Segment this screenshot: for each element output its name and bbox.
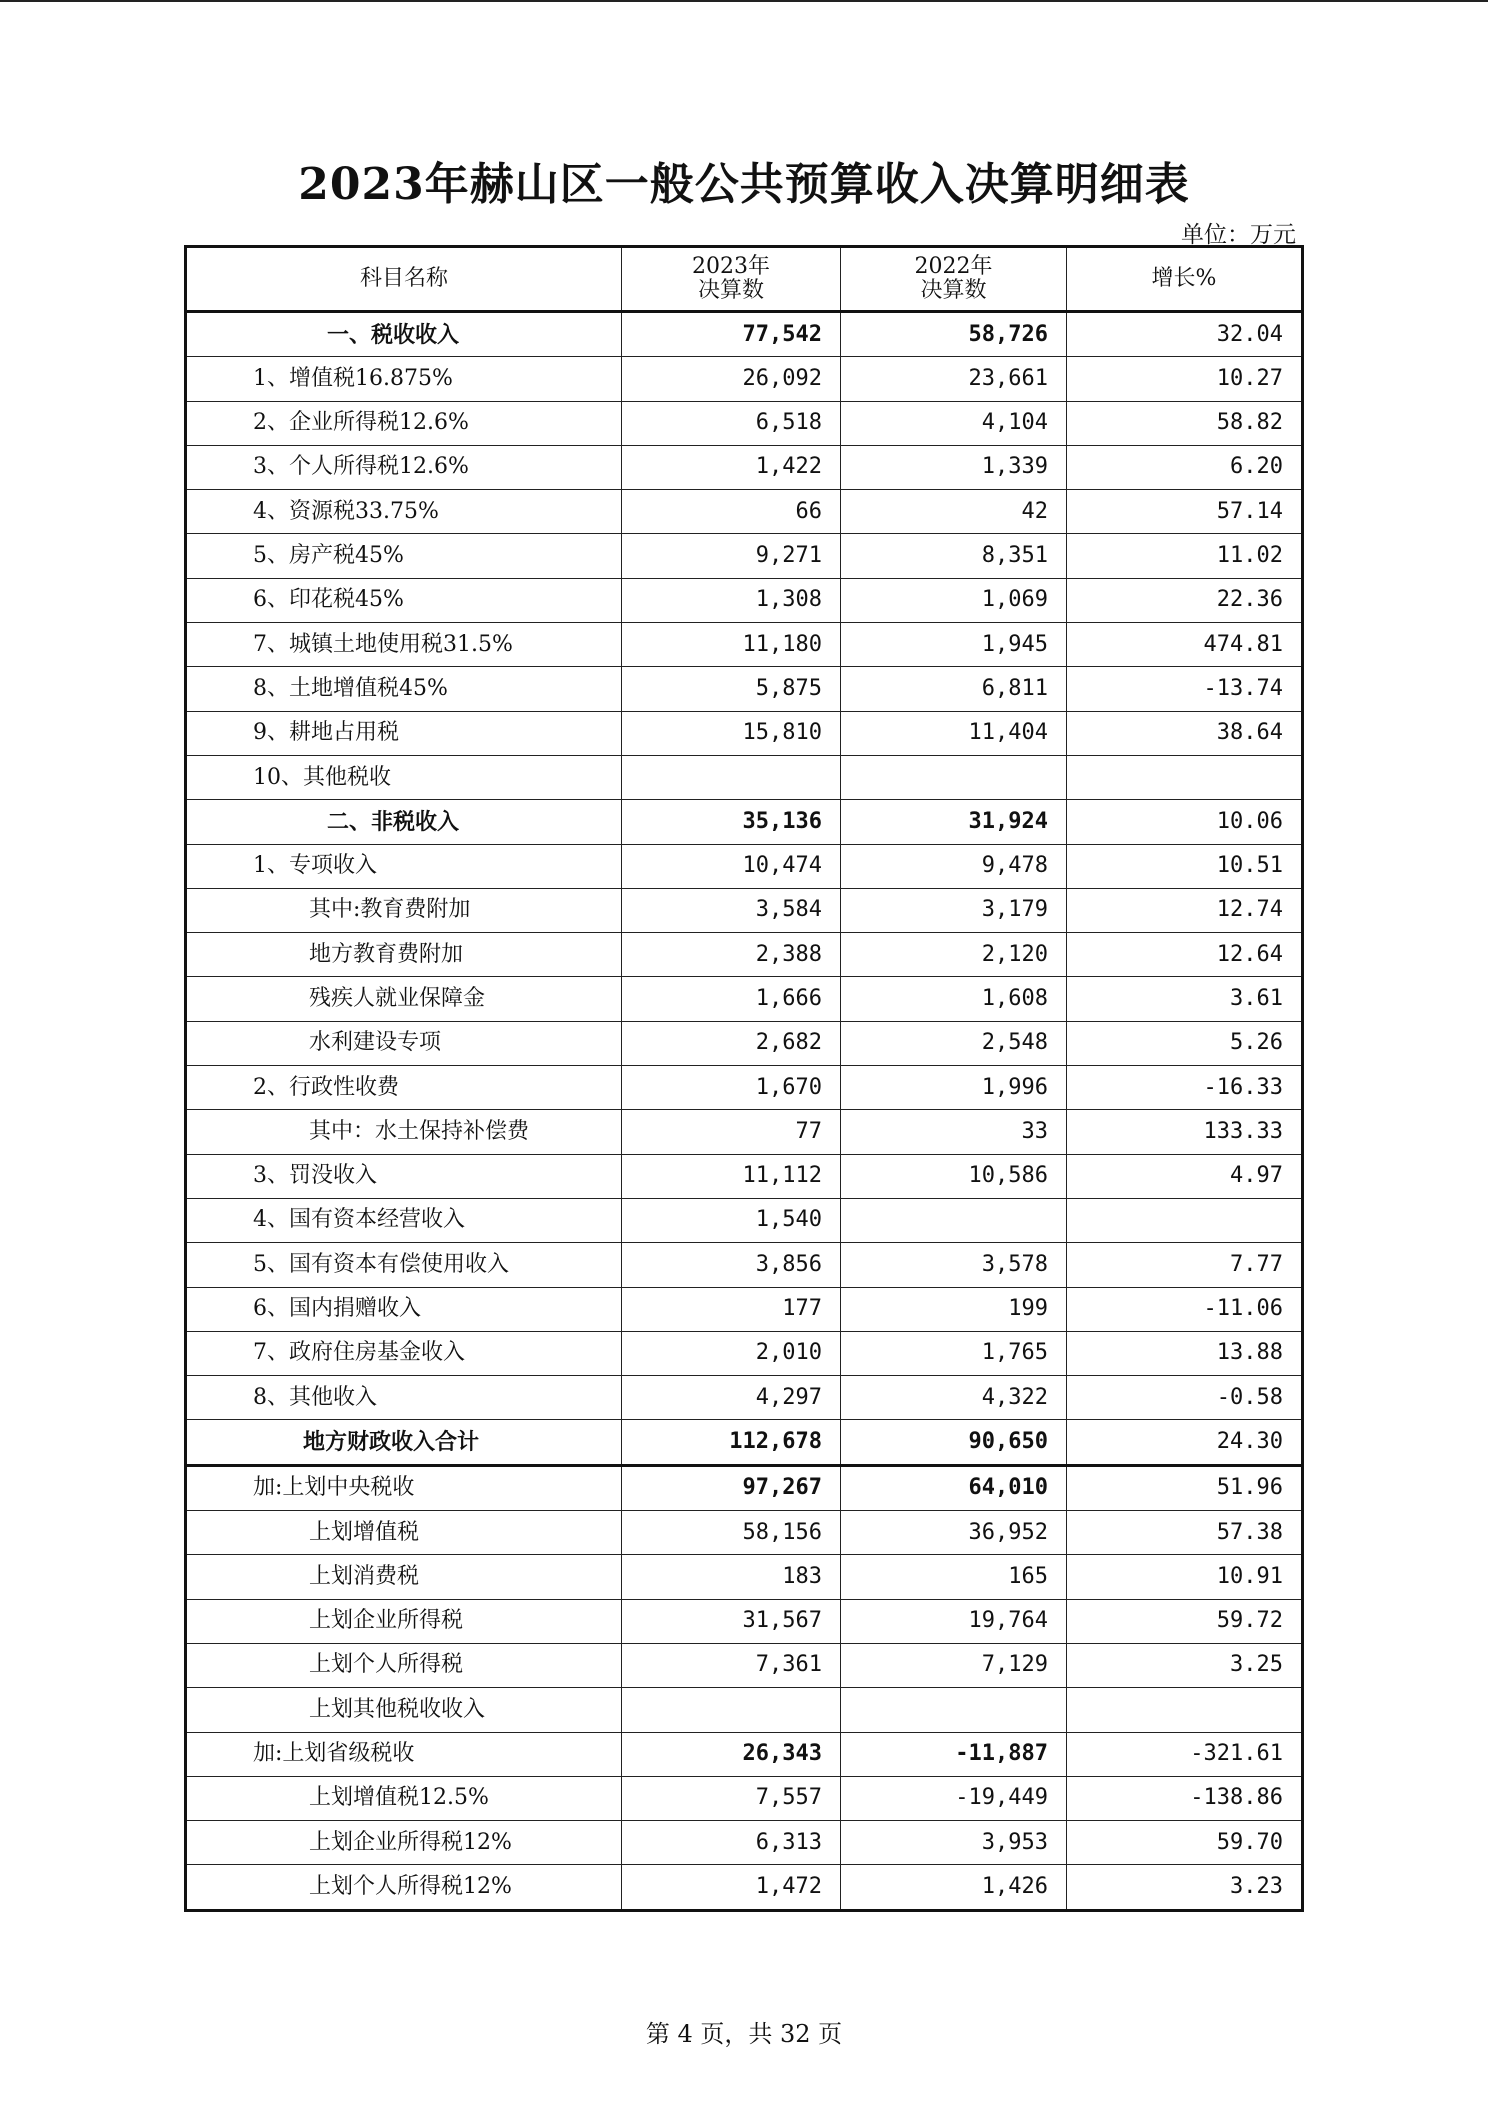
table-row [186, 1420, 1303, 1465]
row-name-cell: 1、专项收入 [186, 844, 622, 888]
row-growth-cell: 22.36 [1067, 578, 1303, 622]
unit-label: 单位：万元 [1181, 222, 1296, 248]
row-2022-cell: 1,996 [841, 1066, 1067, 1110]
table-row [186, 667, 1303, 711]
row-2022-cell: 199 [841, 1287, 1067, 1331]
row-2023-cell: 1,422 [622, 445, 841, 489]
row-name-cell: 3、个人所得税12.6% [186, 445, 622, 489]
table-row [186, 977, 1303, 1021]
page-title: 2023年赫山区一般公共预算收入决算明细表 [298, 159, 1190, 210]
table-row [186, 711, 1303, 755]
row-name-cell: 5、房产税45% [186, 534, 622, 578]
table-row [186, 578, 1303, 622]
row-growth-cell [1067, 1688, 1303, 1732]
table-row [186, 1376, 1303, 1420]
row-2022-cell: 1,069 [841, 578, 1067, 622]
row-name-cell: 加:上划中央税收 [186, 1465, 622, 1510]
row-name-cell: 6、印花税45% [186, 578, 622, 622]
row-2023-cell: 1,666 [622, 977, 841, 1021]
row-2022-cell: 1,608 [841, 977, 1067, 1021]
row-2023-cell: 58,156 [622, 1511, 841, 1555]
header-2022 [841, 247, 1067, 312]
row-2023-cell: 1,670 [622, 1066, 841, 1110]
table-row [186, 1511, 1303, 1555]
row-name-cell: 加:上划省级税收 [186, 1732, 622, 1776]
row-2023-cell: 6,518 [622, 401, 841, 445]
row-2023-cell: 4,297 [622, 1376, 841, 1420]
row-2022-cell: 31,924 [841, 800, 1067, 844]
row-growth-cell: 13.88 [1067, 1331, 1303, 1375]
header-name: 科目名称 [186, 247, 622, 312]
table-row [186, 1021, 1303, 1065]
row-2023-cell: 3,856 [622, 1243, 841, 1287]
table-row [186, 1555, 1303, 1599]
header-2023-label: 决算数 [697, 278, 764, 303]
table-row [186, 1198, 1303, 1242]
row-name-cell: 其中:教育费附加 [186, 888, 622, 932]
table-row [186, 1287, 1303, 1331]
row-2022-cell: 3,953 [841, 1821, 1067, 1865]
row-name-cell: 上划其他税收收入 [186, 1688, 622, 1732]
row-growth-cell: 57.14 [1067, 490, 1303, 534]
row-2022-cell: 2,120 [841, 933, 1067, 977]
table-row [186, 1331, 1303, 1375]
row-name-cell: 2、行政性收费 [186, 1066, 622, 1110]
row-2022-cell: 1,765 [841, 1331, 1067, 1375]
row-2023-cell: 6,313 [622, 1821, 841, 1865]
table-row [186, 1732, 1303, 1776]
row-2023-cell: 1,540 [622, 1198, 841, 1242]
table-row [186, 490, 1303, 534]
row-2022-cell: -19,449 [841, 1776, 1067, 1820]
row-2022-cell: 10,586 [841, 1154, 1067, 1198]
row-2022-cell: 42 [841, 490, 1067, 534]
row-2023-cell: 31,567 [622, 1599, 841, 1643]
table-row [186, 357, 1303, 401]
table-row [186, 1465, 1303, 1510]
row-growth-cell: 24.30 [1067, 1420, 1303, 1465]
row-2022-cell: 36,952 [841, 1511, 1067, 1555]
row-2022-cell: 11,404 [841, 711, 1067, 755]
row-2023-cell: 77 [622, 1110, 841, 1154]
row-name-cell: 残疾人就业保障金 [186, 977, 622, 1021]
table-row [186, 888, 1303, 932]
header-2023-year: 2023年 [692, 253, 770, 279]
row-2023-cell: 112,678 [622, 1420, 841, 1465]
row-name-cell: 上划消费税 [186, 1555, 622, 1599]
row-2023-cell [622, 755, 841, 799]
table-row [186, 755, 1303, 799]
row-2023-cell [622, 1688, 841, 1732]
header-2022-label: 决算数 [920, 278, 987, 303]
row-name-cell: 6、国内捐赠收入 [186, 1287, 622, 1331]
table-row [186, 933, 1303, 977]
row-growth-cell [1067, 1198, 1303, 1242]
row-2022-cell: 19,764 [841, 1599, 1067, 1643]
row-2022-cell: 1,945 [841, 623, 1067, 667]
row-name-cell: 上划企业所得税 [186, 1599, 622, 1643]
row-2022-cell: 3,578 [841, 1243, 1067, 1287]
row-growth-cell: 12.64 [1067, 933, 1303, 977]
row-growth-cell: 38.64 [1067, 711, 1303, 755]
table-row [186, 1821, 1303, 1865]
row-2023-cell: 2,388 [622, 933, 841, 977]
row-growth-cell: 6.20 [1067, 445, 1303, 489]
table-row [186, 623, 1303, 667]
row-growth-cell: 10.27 [1067, 357, 1303, 401]
row-name-cell: 5、国有资本有偿使用收入 [186, 1243, 622, 1287]
header-2023 [622, 247, 841, 312]
row-2022-cell: 33 [841, 1110, 1067, 1154]
row-2023-cell: 177 [622, 1287, 841, 1331]
row-2022-cell: 58,726 [841, 312, 1067, 357]
table-row [186, 534, 1303, 578]
row-2023-cell: 9,271 [622, 534, 841, 578]
row-2022-cell [841, 1688, 1067, 1732]
row-2023-cell: 2,010 [622, 1331, 841, 1375]
row-2023-cell: 1,308 [622, 578, 841, 622]
row-name-cell: 上划增值税12.5% [186, 1776, 622, 1820]
budget-table [184, 245, 1304, 1912]
row-2023-cell: 77,542 [622, 312, 841, 357]
row-2023-cell: 10,474 [622, 844, 841, 888]
row-growth-cell: 10.51 [1067, 844, 1303, 888]
row-2023-cell: 183 [622, 1555, 841, 1599]
row-2022-cell: 8,351 [841, 534, 1067, 578]
row-growth-cell: -11.06 [1067, 1287, 1303, 1331]
row-growth-cell: -16.33 [1067, 1066, 1303, 1110]
row-2022-cell: -11,887 [841, 1732, 1067, 1776]
row-2022-cell: 90,650 [841, 1420, 1067, 1465]
table-header-row [186, 247, 1303, 312]
table-row [186, 1776, 1303, 1820]
row-growth-cell: 59.70 [1067, 1821, 1303, 1865]
row-2023-cell: 11,180 [622, 623, 841, 667]
table-row [186, 1243, 1303, 1287]
row-name-cell: 上划企业所得税12% [186, 1821, 622, 1865]
row-growth-cell: 5.26 [1067, 1021, 1303, 1065]
table-body [186, 312, 1303, 1911]
row-growth-cell: 59.72 [1067, 1599, 1303, 1643]
row-name-cell: 9、耕地占用税 [186, 711, 622, 755]
table-row [186, 1066, 1303, 1110]
row-2022-cell: 9,478 [841, 844, 1067, 888]
table-row [186, 1110, 1303, 1154]
table-row [186, 1643, 1303, 1687]
row-growth-cell: 4.97 [1067, 1154, 1303, 1198]
table-row [186, 1865, 1303, 1910]
row-growth-cell: -138.86 [1067, 1776, 1303, 1820]
row-growth-cell: 10.91 [1067, 1555, 1303, 1599]
row-2023-cell: 35,136 [622, 800, 841, 844]
row-growth-cell [1067, 755, 1303, 799]
row-name-cell: 地方教育费附加 [186, 933, 622, 977]
row-growth-cell: 32.04 [1067, 312, 1303, 357]
row-2022-cell: 6,811 [841, 667, 1067, 711]
row-name-cell: 其中：水土保持补偿费 [186, 1110, 622, 1154]
table-row [186, 1154, 1303, 1198]
row-growth-cell: -321.61 [1067, 1732, 1303, 1776]
table-row [186, 401, 1303, 445]
row-growth-cell: -0.58 [1067, 1376, 1303, 1420]
row-2023-cell: 5,875 [622, 667, 841, 711]
row-name-cell: 7、政府住房基金收入 [186, 1331, 622, 1375]
row-2023-cell: 2,682 [622, 1021, 841, 1065]
row-name-cell: 上划个人所得税12% [186, 1865, 622, 1910]
row-2022-cell: 4,104 [841, 401, 1067, 445]
row-2022-cell: 3,179 [841, 888, 1067, 932]
row-growth-cell: 3.23 [1067, 1865, 1303, 1910]
row-name-cell: 3、罚没收入 [186, 1154, 622, 1198]
row-growth-cell: 11.02 [1067, 534, 1303, 578]
table-row [186, 1688, 1303, 1732]
row-growth-cell: 474.81 [1067, 623, 1303, 667]
row-2023-cell: 7,361 [622, 1643, 841, 1687]
row-2022-cell: 4,322 [841, 1376, 1067, 1420]
row-name-cell: 1、增值税16.875% [186, 357, 622, 401]
row-2022-cell: 1,426 [841, 1865, 1067, 1910]
row-name-cell: 10、其他税收 [186, 755, 622, 799]
row-2023-cell: 11,112 [622, 1154, 841, 1198]
row-2023-cell: 26,343 [622, 1732, 841, 1776]
row-growth-cell: 7.77 [1067, 1243, 1303, 1287]
row-growth-cell: 3.61 [1067, 977, 1303, 1021]
page-top-border [0, 0, 1488, 2]
row-2022-cell: 2,548 [841, 1021, 1067, 1065]
row-name-cell: 二、非税收入 [186, 800, 622, 844]
page-footer: 第 4 页，共 32 页 [645, 2020, 843, 2048]
row-growth-cell: 12.74 [1067, 888, 1303, 932]
row-growth-cell: 51.96 [1067, 1465, 1303, 1510]
row-name-cell: 8、土地增值税45% [186, 667, 622, 711]
table-row [186, 445, 1303, 489]
row-name-cell: 4、资源税33.75% [186, 490, 622, 534]
row-growth-cell: 133.33 [1067, 1110, 1303, 1154]
row-growth-cell: -13.74 [1067, 667, 1303, 711]
header-2022-year: 2022年 [914, 253, 993, 279]
table-row [186, 844, 1303, 888]
row-name-cell: 上划个人所得税 [186, 1643, 622, 1687]
row-name-cell: 上划增值税 [186, 1511, 622, 1555]
row-2022-cell: 1,339 [841, 445, 1067, 489]
row-growth-cell: 3.25 [1067, 1643, 1303, 1687]
row-2022-cell: 23,661 [841, 357, 1067, 401]
row-growth-cell: 58.82 [1067, 401, 1303, 445]
row-2023-cell: 15,810 [622, 711, 841, 755]
row-2023-cell: 26,092 [622, 357, 841, 401]
table-row [186, 1599, 1303, 1643]
row-2022-cell: 165 [841, 1555, 1067, 1599]
row-name-cell: 2、企业所得税12.6% [186, 401, 622, 445]
row-2022-cell [841, 1198, 1067, 1242]
row-2023-cell: 66 [622, 490, 841, 534]
row-2022-cell: 64,010 [841, 1465, 1067, 1510]
row-name-cell: 水利建设专项 [186, 1021, 622, 1065]
row-2023-cell: 3,584 [622, 888, 841, 932]
table-row [186, 800, 1303, 844]
row-growth-cell: 10.06 [1067, 800, 1303, 844]
row-2022-cell: 7,129 [841, 1643, 1067, 1687]
row-name-cell: 地方财政收入合计 [186, 1420, 622, 1465]
row-2022-cell [841, 755, 1067, 799]
row-growth-cell: 57.38 [1067, 1511, 1303, 1555]
row-name-cell: 4、国有资本经营收入 [186, 1198, 622, 1242]
row-name-cell: 一、税收收入 [186, 312, 622, 357]
row-name-cell: 8、其他收入 [186, 1376, 622, 1420]
table-row [186, 312, 1303, 357]
row-2023-cell: 97,267 [622, 1465, 841, 1510]
row-2023-cell: 1,472 [622, 1865, 841, 1910]
row-2023-cell: 7,557 [622, 1776, 841, 1820]
header-growth: 增长% [1067, 247, 1303, 312]
row-name-cell: 7、城镇土地使用税31.5% [186, 623, 622, 667]
